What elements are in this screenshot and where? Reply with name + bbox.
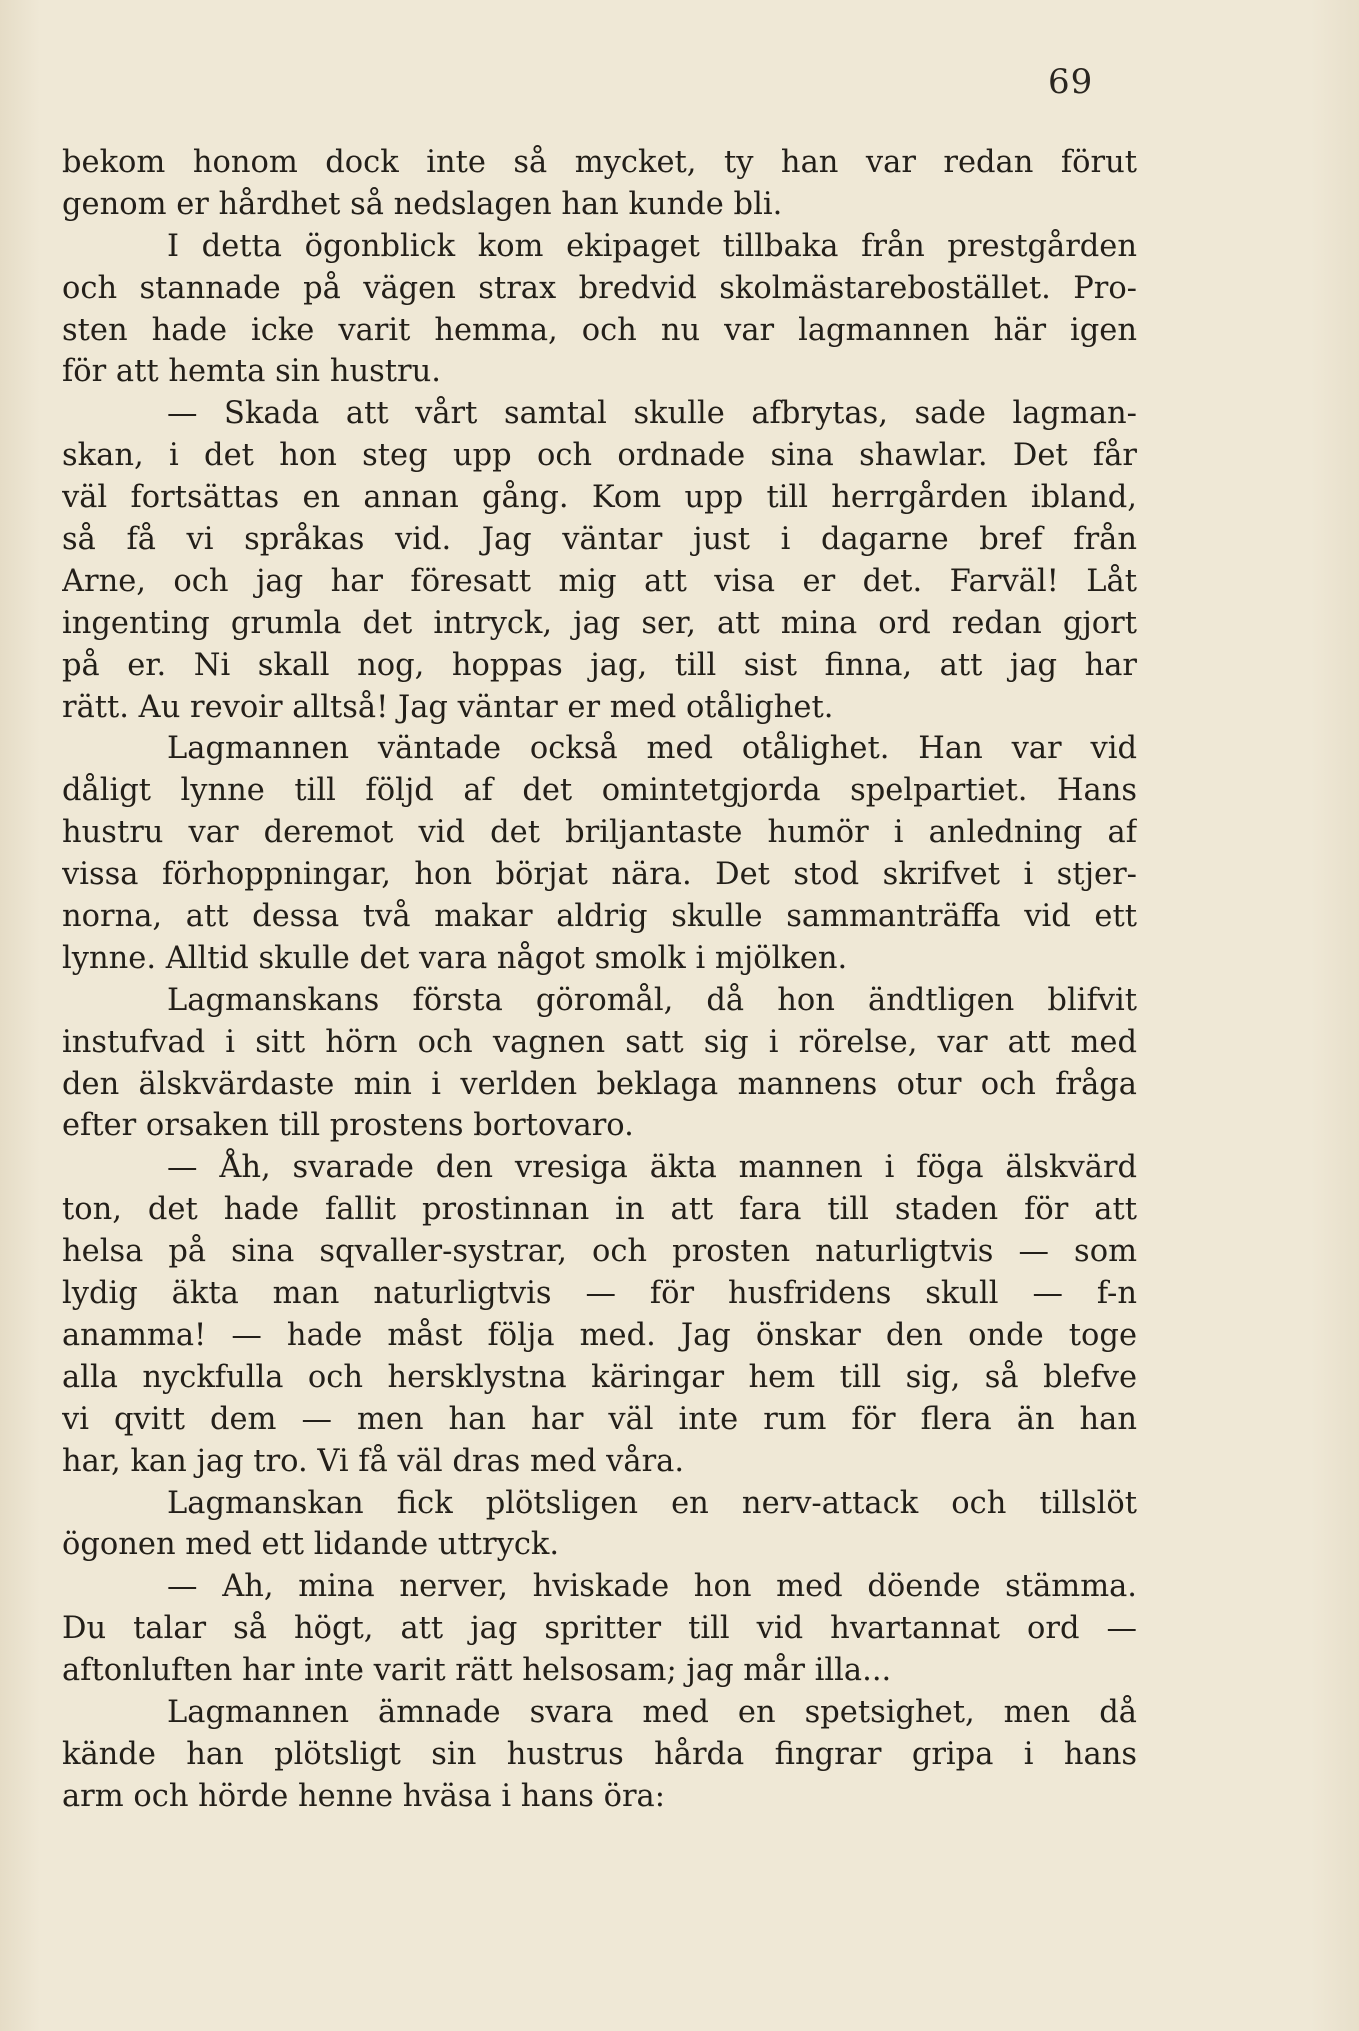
text-line: Lagmanskans första göromål, då hon ändtligen blifvit: [167, 982, 1137, 1018]
text-line: sten hade icke varit hemma, och nu var lagmannen här igen: [62, 312, 1137, 348]
text-line: rätt. Au revoir alltså! Jag väntar er med otålighet.: [62, 689, 834, 725]
text-line: genom er hårdhet så nedslagen han kunde bli.: [62, 186, 783, 222]
body-text: [62, 142, 1137, 1818]
text-line: lydig äkta man naturligtvis — för husfridens skull — f-n: [62, 1276, 1137, 1312]
text-line: arm och hörde henne hväsa i hans öra:: [62, 1778, 666, 1814]
text-line: skan, i det hon steg upp och ordnade sina shawlar. Det får: [62, 438, 1137, 474]
text-line: aftonluften har inte varit rätt helsosam; jag mår illa...: [62, 1653, 892, 1689]
text-line: — Skada att vårt samtal skulle afbrytas, sade lagman-: [167, 396, 1137, 432]
text-line: Lagmanskan fick plötsligen en nerv-attack och tillslöt: [167, 1485, 1137, 1521]
text-line: ton, det hade fallit prostinnan in att fara till staden för att: [62, 1192, 1137, 1228]
text-line: Arne, och jag har föresatt mig att visa er det. Farväl! Låt: [62, 563, 1137, 599]
text-line: så få vi språkas vid. Jag väntar just i dagarne bref från: [62, 522, 1137, 558]
text-line: och stannade på vägen strax bredvid skolmästarebostället. Pro-: [62, 270, 1137, 306]
text-line: instufvad i sitt hörn och vagnen satt sig i rörelse, var att med: [62, 1024, 1137, 1060]
text-line: väl fortsättas en annan gång. Kom upp till herrgården ibland,: [62, 480, 1137, 516]
text-line: I detta ögonblick kom ekipaget tillbaka från prestgården: [167, 228, 1137, 264]
text-line: norna, att dessa två makar aldrig skulle sammanträffa vid ett: [62, 899, 1137, 935]
text-line: helsa på sina sqvaller-systrar, och prosten naturligtvis — som: [62, 1234, 1137, 1270]
text-line: alla nyckfulla och hersklystna käringar hem till sig, så blefve: [62, 1359, 1137, 1395]
text-line: — Åh, svarade den vresiga äkta mannen i föga älskvärd: [167, 1150, 1137, 1186]
text-line: har, kan jag tro. Vi få väl dras med våra.: [62, 1443, 685, 1479]
text-line: efter orsaken till prostens bortovaro.: [62, 1108, 634, 1144]
text-line: ögonen med ett lidande uttryck.: [62, 1527, 560, 1563]
text-line: ingenting grumla det intryck, jag ser, att mina ord redan gjort: [62, 605, 1137, 641]
text-line: på er. Ni skall nog, hoppas jag, till sist finna, att jag har: [62, 647, 1137, 683]
text-line: — Ah, mina nerver, hviskade hon med döende stämma.: [167, 1569, 1137, 1605]
text-line: Du talar så högt, att jag spritter till vid hvartannat ord —: [62, 1611, 1137, 1647]
text-line: bekom honom dock inte så mycket, ty han var redan förut: [62, 145, 1137, 180]
text-line: den älskvärdaste min i verlden beklaga mannens otur och fråga: [62, 1066, 1137, 1102]
text-line: vi qvitt dem — men han har väl inte rum för flera än han: [62, 1401, 1137, 1437]
text-line: dåligt lynne till följd af det omintetgjorda spelpartiet. Hans: [62, 773, 1137, 809]
text-line: för att hemta sin hustru.: [62, 354, 441, 390]
text-line: lynne. Alltid skulle det vara något smolk i mjölken.: [62, 940, 848, 976]
text-line: Lagmannen ämnade svara med en spetsighet, men då: [167, 1694, 1137, 1730]
text-line: kände han plötsligt sin hustrus hårda fingrar gripa i hans: [62, 1736, 1137, 1772]
text-line: vissa förhoppningar, hon börjat nära. Det stod skrifvet i stjer-: [62, 857, 1137, 893]
page-number: 69: [1048, 62, 1094, 102]
text-line: Lagmannen väntade också med otålighet. Han var vid: [167, 731, 1137, 767]
text-line: hustru var deremot vid det briljantaste humör i anledning af: [62, 815, 1137, 851]
text-line: anamma! — hade måst följa med. Jag önskar den onde toge: [62, 1317, 1137, 1353]
